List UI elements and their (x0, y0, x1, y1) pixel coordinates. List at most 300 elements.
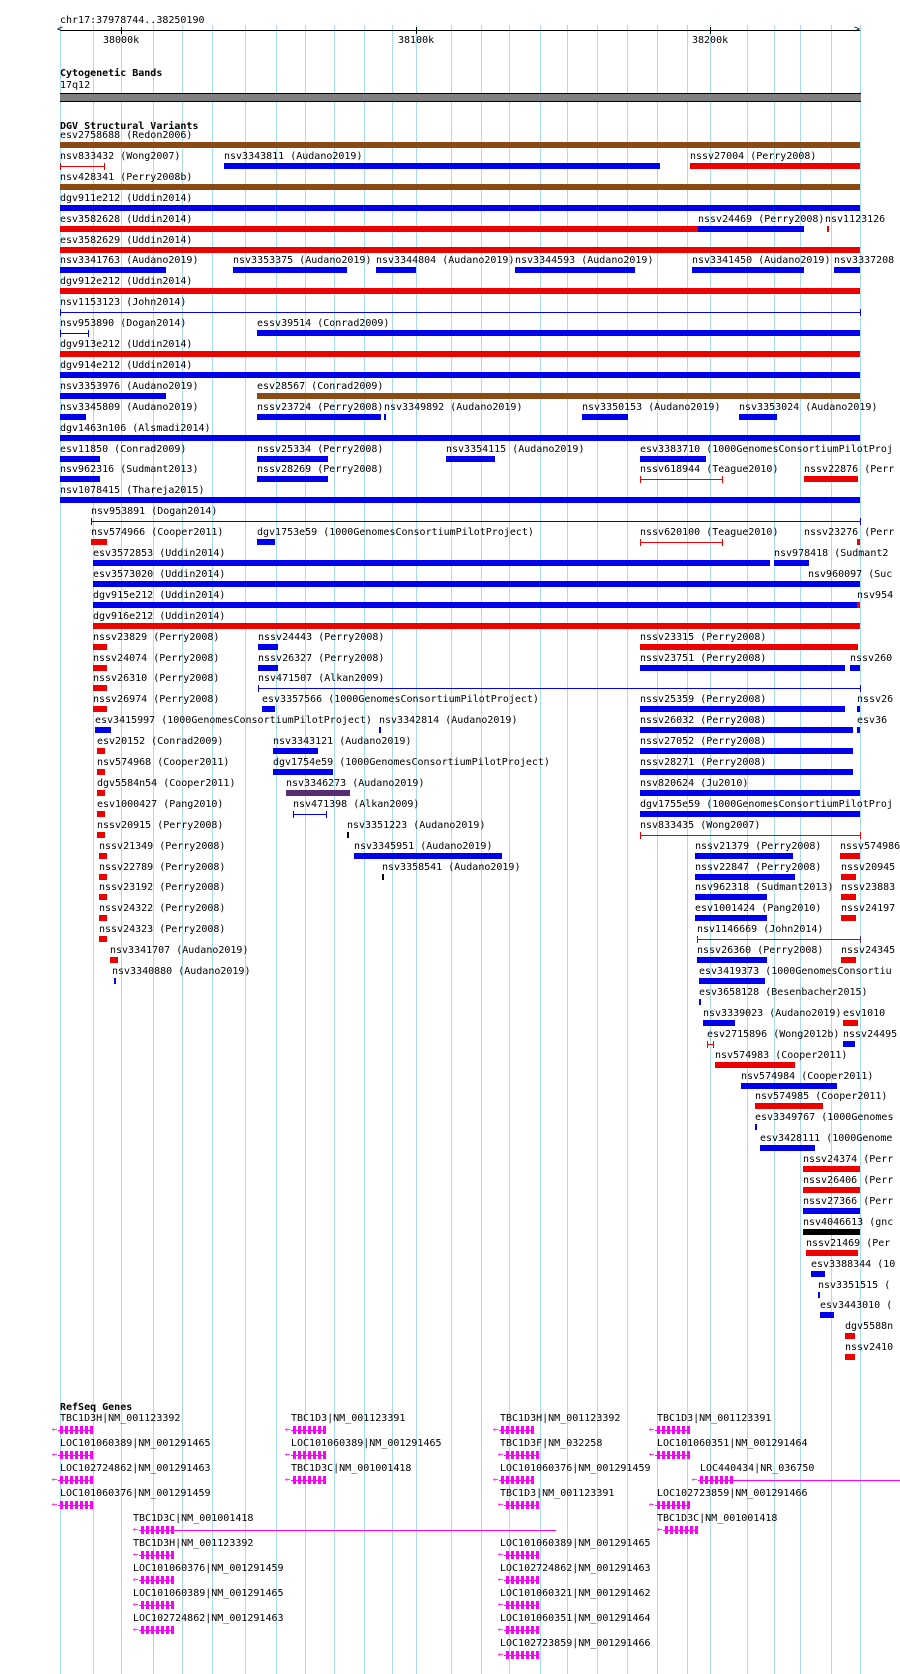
variant-label[interactable]: nssv24443 (Perry2008) (258, 632, 385, 643)
gene-model[interactable] (498, 1501, 538, 1509)
variant-bar[interactable] (640, 835, 860, 836)
gene-model[interactable] (657, 1526, 697, 1534)
variant-label[interactable]: nsv3351223 (Audano2019) (347, 820, 486, 831)
variant-label[interactable]: nsv3340880 (Audano2019) (112, 966, 251, 977)
variant-bar[interactable] (60, 312, 860, 313)
gene-label[interactable]: TBC1D3H|NM_001123392 (500, 1413, 621, 1424)
variant-label[interactable]: nsv574968 (Cooper2011) (97, 757, 230, 768)
variant-label[interactable]: nsv953890 (Dogan2014) (60, 318, 187, 329)
variant-bar[interactable] (60, 226, 698, 232)
variant-label[interactable]: nsv3350153 (Audano2019) (582, 402, 721, 413)
variant-label[interactable]: nssv25334 (Perry2008) (257, 444, 384, 455)
variant-label[interactable]: dgv5584n54 (Cooper2011) (97, 778, 236, 789)
variant-label[interactable]: nssv21469 (Per (806, 1238, 891, 1249)
variant-bar[interactable] (60, 372, 860, 378)
gene-label[interactable]: LOC101060351|NM_001291464 (500, 1613, 651, 1624)
variant-bar[interactable] (703, 1020, 735, 1026)
variant-label[interactable]: esv28567 (Conrad2009) (257, 381, 384, 392)
variant-bar[interactable] (93, 644, 107, 650)
variant-label[interactable]: esv3582629 (Uddin2014) (60, 235, 193, 246)
variant-label[interactable]: nssv24495 (843, 1029, 898, 1040)
variant-label[interactable]: esv3573020 (Uddin2014) (93, 569, 226, 580)
variant-label[interactable]: nssv618944 (Teague2010) (640, 464, 779, 475)
gene-label[interactable]: LOC101060351|NM_001291464 (657, 1438, 808, 1449)
variant-bar[interactable] (640, 644, 858, 650)
variant-bar[interactable] (690, 163, 860, 169)
variant-label[interactable]: nssv24323 (Perry2008) (99, 924, 226, 935)
variant-bar[interactable] (257, 330, 860, 336)
variant-bar[interactable] (257, 539, 275, 545)
variant-bar[interactable] (834, 267, 860, 273)
gene-label[interactable]: TBC1D3|NM_001123391 (657, 1413, 772, 1424)
variant-label[interactable]: nssv23192 (Perry2008) (99, 882, 226, 893)
variant-bar[interactable] (582, 414, 628, 420)
variant-bar[interactable] (698, 226, 804, 232)
variant-bar[interactable] (760, 1145, 815, 1151)
variant-bar[interactable] (739, 414, 777, 420)
variant-bar[interactable] (845, 1354, 855, 1360)
variant-bar[interactable] (60, 476, 100, 482)
variant-label[interactable]: nssv24469 (Perry2008) (698, 214, 825, 225)
variant-label[interactable]: nsv3354115 (Audano2019) (446, 444, 585, 455)
variant-bar[interactable] (258, 644, 278, 650)
variant-label[interactable]: esv3357566 (1000GenomesConsortiumPilotProject) (262, 694, 539, 705)
gene-label[interactable]: LOC102724862|NM_001291463 (133, 1613, 284, 1624)
variant-bar[interactable] (91, 521, 860, 522)
variant-bar[interactable] (258, 688, 860, 689)
variant-bar[interactable] (99, 874, 107, 880)
variant-label[interactable]: nsv833435 (Wong2007) (640, 820, 761, 831)
variant-label[interactable]: nsv471507 (Alkan2009) (258, 673, 385, 684)
variant-label[interactable]: nssv23883 (841, 882, 896, 893)
variant-bar[interactable] (60, 414, 86, 420)
variant-bar[interactable] (804, 476, 858, 482)
variant-label[interactable]: nssv23751 (Perry2008) (640, 653, 767, 664)
variant-label[interactable]: dgv914e212 (Uddin2014) (60, 360, 193, 371)
variant-label[interactable]: nssv26327 (Perry2008) (258, 653, 385, 664)
variant-label[interactable]: nssv26406 (Perr (803, 1175, 894, 1186)
variant-bar[interactable] (224, 163, 660, 169)
variant-label[interactable]: esv3443010 ( (820, 1300, 893, 1311)
variant-bar[interactable] (640, 665, 845, 671)
variant-label[interactable]: nssv26032 (Perry2008) (640, 715, 767, 726)
gene-model[interactable] (285, 1426, 325, 1434)
gene-model[interactable] (498, 1651, 538, 1659)
variant-bar[interactable] (93, 581, 860, 587)
variant-bar[interactable] (257, 456, 328, 462)
variant-bar[interactable] (93, 623, 860, 629)
variant-label[interactable]: esv1000427 (Pang2010) (97, 799, 224, 810)
variant-bar[interactable] (699, 978, 765, 984)
variant-bar[interactable] (446, 456, 495, 462)
variant-bar[interactable] (841, 915, 856, 921)
variant-bar[interactable] (97, 832, 105, 838)
variant-label[interactable]: dgv1754e59 (1000GenomesConsortiumPilotProject) (273, 757, 550, 768)
variant-label[interactable]: esv2758688 (Redon2006) (60, 130, 193, 141)
variant-bar[interactable] (60, 435, 860, 441)
variant-label[interactable]: nsv3353024 (Audano2019) (739, 402, 878, 413)
gene-model[interactable] (498, 1626, 538, 1634)
variant-bar[interactable] (91, 539, 107, 545)
variant-label[interactable]: nsv3346273 (Audano2019) (286, 778, 425, 789)
variant-bar[interactable] (60, 205, 860, 211)
variant-label[interactable]: nsv978418 (Sudmant2 (774, 548, 889, 559)
variant-label[interactable]: esv3582628 (Uddin2014) (60, 214, 193, 225)
variant-bar[interactable] (774, 560, 809, 566)
variant-bar[interactable] (233, 267, 347, 273)
variant-bar[interactable] (93, 685, 107, 691)
variant-bar[interactable] (379, 727, 381, 733)
gene-model[interactable] (498, 1551, 538, 1559)
variant-bar[interactable] (60, 288, 860, 294)
variant-bar[interactable] (803, 1187, 860, 1193)
gene-label[interactable]: LOC101060376|NM_001291459 (133, 1563, 284, 1574)
variant-label[interactable]: nsv574984 (Cooper2011) (741, 1071, 874, 1082)
variant-label[interactable]: esv3415997 (1000GenomesConsortiumPilotProject) (95, 715, 372, 726)
gene-label[interactable]: LOC101060389|NM_001291465 (500, 1538, 651, 1549)
variant-label[interactable]: dgv915e212 (Uddin2014) (93, 590, 226, 601)
variant-bar[interactable] (60, 184, 860, 190)
gene-model[interactable] (52, 1476, 92, 1484)
gene-label[interactable]: LOC440434|NR_036750 (700, 1463, 815, 1474)
variant-bar[interactable] (293, 814, 326, 815)
variant-bar[interactable] (695, 874, 795, 880)
variant-bar[interactable] (850, 665, 860, 671)
variant-label[interactable]: nssv27004 (Perry2008) (690, 151, 817, 162)
gene-model[interactable] (493, 1476, 533, 1484)
variant-bar[interactable] (695, 915, 767, 921)
variant-label[interactable]: nsv3358541 (Audano2019) (382, 862, 521, 873)
variant-label[interactable]: nssv21379 (Perry2008) (695, 841, 822, 852)
gene-model[interactable] (52, 1501, 92, 1509)
variant-label[interactable]: nsv3341763 (Audano2019) (60, 255, 199, 266)
variant-label[interactable]: nsv3344804 (Audano2019) (376, 255, 515, 266)
variant-label[interactable]: nssv27052 (Perry2008) (640, 736, 767, 747)
variant-bar[interactable] (60, 456, 100, 462)
variant-label[interactable]: nsv574983 (Cooper2011) (715, 1050, 848, 1061)
variant-bar[interactable] (257, 393, 860, 399)
variant-label[interactable]: nsv428341 (Perry2008b) (60, 172, 193, 183)
gene-label[interactable]: TBC1D3H|NM_001123392 (60, 1413, 181, 1424)
gene-model[interactable] (649, 1426, 689, 1434)
gene-label[interactable]: LOC101060389|NM_001291465 (291, 1438, 442, 1449)
variant-label[interactable]: dgv911e212 (Uddin2014) (60, 193, 193, 204)
variant-bar[interactable] (715, 1062, 795, 1068)
variant-label[interactable]: nsv3345809 (Audano2019) (60, 402, 199, 413)
variant-label[interactable]: nssv26974 (Perry2008) (93, 694, 220, 705)
gene-model[interactable] (52, 1426, 92, 1434)
variant-label[interactable]: nssv22847 (Perry2008) (695, 862, 822, 873)
variant-bar[interactable] (257, 414, 381, 420)
variant-bar[interactable] (93, 602, 860, 608)
variant-label[interactable]: nssv23276 (Perr (804, 527, 895, 538)
variant-label[interactable]: nssv620100 (Teague2010) (640, 527, 779, 538)
variant-label[interactable]: essv39514 (Conrad2009) (257, 318, 390, 329)
variant-bar[interactable] (99, 894, 107, 900)
variant-label[interactable]: nssv23724 (Perry2008) (257, 402, 384, 413)
variant-bar[interactable] (93, 665, 107, 671)
variant-label[interactable]: dgv912e212 (Uddin2014) (60, 276, 193, 287)
variant-label[interactable]: nsv3343121 (Audano2019) (273, 736, 412, 747)
variant-bar[interactable] (93, 706, 107, 712)
variant-label[interactable]: nsv3349892 (Audano2019) (384, 402, 523, 413)
variant-label[interactable]: nsv953891 (Dogan2014) (91, 506, 218, 517)
variant-bar[interactable] (820, 1312, 834, 1318)
gene-label[interactable]: LOC101060376|NM_001291459 (500, 1463, 651, 1474)
variant-bar[interactable] (741, 1083, 837, 1089)
variant-bar[interactable] (60, 333, 88, 334)
variant-bar[interactable] (755, 1124, 757, 1130)
variant-bar[interactable] (640, 727, 853, 733)
variant-bar[interactable] (697, 939, 860, 940)
variant-label[interactable]: dgv5588n (845, 1321, 894, 1332)
variant-bar[interactable] (695, 894, 767, 900)
variant-bar[interactable] (60, 393, 166, 399)
variant-label[interactable]: nssv28269 (Perry2008) (257, 464, 384, 475)
variant-bar[interactable] (857, 539, 860, 545)
variant-label[interactable]: nsv574966 (Cooper2011) (91, 527, 224, 538)
variant-label[interactable]: nssv24197 (841, 903, 896, 914)
variant-label[interactable]: esv3388344 (10 (811, 1259, 896, 1270)
gene-model[interactable] (498, 1451, 538, 1459)
variant-bar[interactable] (697, 957, 767, 963)
scroll-left-arrow-icon[interactable]: < (57, 24, 64, 35)
variant-bar[interactable] (808, 581, 860, 587)
variant-label[interactable]: nssv260 (850, 653, 893, 664)
gene-model[interactable] (133, 1626, 173, 1634)
gene-label[interactable]: LOC101060321|NM_001291462 (500, 1588, 651, 1599)
variant-label[interactable]: nsv1146669 (John2014) (697, 924, 824, 935)
variant-bar[interactable] (811, 1271, 825, 1277)
variant-bar[interactable] (841, 894, 856, 900)
variant-bar[interactable] (97, 748, 105, 754)
variant-bar[interactable] (97, 790, 105, 796)
variant-label[interactable]: nssv25359 (Perry2008) (640, 694, 767, 705)
gene-label[interactable]: LOC101060389|NM_001291465 (60, 1438, 211, 1449)
variant-bar[interactable] (515, 267, 635, 273)
gene-model[interactable] (133, 1551, 173, 1559)
variant-bar[interactable] (60, 247, 860, 253)
variant-label[interactable]: nssv21349 (Perry2008) (99, 841, 226, 852)
variant-label[interactable]: nssv24322 (Perry2008) (99, 903, 226, 914)
variant-label[interactable]: nssv26 (857, 694, 894, 705)
variant-bar[interactable] (60, 351, 860, 357)
variant-label[interactable]: dgv1463n106 (Alsmadi2014) (60, 423, 211, 434)
variant-label[interactable]: nsv3339023 (Audano2019) (703, 1008, 842, 1019)
gene-model[interactable] (133, 1526, 163, 1534)
gene-model[interactable] (52, 1451, 92, 1459)
variant-label[interactable]: nssv22876 (Perr (804, 464, 895, 475)
variant-bar[interactable] (803, 1166, 860, 1172)
variant-label[interactable]: nssv27366 (Perr (803, 1196, 894, 1207)
gene-model[interactable] (285, 1476, 325, 1484)
variant-label[interactable]: esv3349767 (1000Genomes (755, 1112, 894, 1123)
variant-bar[interactable] (755, 1103, 823, 1109)
gene-label[interactable]: TBC1D3H|NM_001123392 (133, 1538, 254, 1549)
variant-bar[interactable] (857, 706, 860, 712)
variant-label[interactable]: esv3419373 (1000GenomesConsortiu (699, 966, 892, 977)
variant-bar[interactable] (803, 1229, 860, 1235)
variant-label[interactable]: nssv23315 (Perry2008) (640, 632, 767, 643)
variant-label[interactable]: nssv24345 (841, 945, 896, 956)
variant-label[interactable]: nsv3351515 ( (818, 1280, 891, 1291)
gene-label[interactable]: TBC1D3C|NM_001001418 (291, 1463, 412, 1474)
gene-label[interactable]: LOC101060376|NM_001291459 (60, 1488, 211, 1499)
gene-model[interactable] (649, 1451, 689, 1459)
variant-label[interactable]: nssv574986 (840, 841, 900, 852)
variant-bar[interactable] (841, 957, 856, 963)
variant-label[interactable]: nsv1153123 (John2014) (60, 297, 187, 308)
variant-bar[interactable] (803, 1208, 860, 1214)
variant-bar[interactable] (857, 602, 860, 608)
scroll-right-arrow-icon[interactable]: > (854, 24, 861, 35)
variant-label[interactable]: nssv20945 (841, 862, 896, 873)
variant-label[interactable]: esv36 (857, 715, 888, 726)
variant-bar[interactable] (97, 769, 105, 775)
gene-label[interactable]: TBC1D3C|NM_001001418 (657, 1513, 778, 1524)
variant-bar[interactable] (376, 267, 416, 273)
variant-label[interactable]: nsv1123126 (825, 214, 886, 225)
gene-label[interactable]: LOC101060389|NM_001291465 (133, 1588, 284, 1599)
gene-model[interactable] (692, 1476, 732, 1484)
variant-bar[interactable] (640, 811, 860, 817)
cytoband-bar[interactable] (60, 93, 861, 102)
variant-bar[interactable] (692, 267, 804, 273)
gene-label[interactable]: TBC1D3|NM_001123391 (291, 1413, 406, 1424)
variant-bar[interactable] (640, 542, 722, 543)
gene-label[interactable]: TBC1D3|NM_001123391 (500, 1488, 615, 1499)
gene-model[interactable] (285, 1451, 325, 1459)
gene-label[interactable]: LOC102723859|NM_001291466 (657, 1488, 808, 1499)
variant-bar[interactable] (60, 166, 104, 167)
variant-label[interactable]: nsv574985 (Cooper2011) (755, 1091, 888, 1102)
variant-bar[interactable] (840, 853, 860, 859)
gene-model[interactable] (498, 1576, 538, 1584)
gene-model[interactable] (649, 1501, 689, 1509)
variant-label[interactable]: nssv2410 (845, 1342, 894, 1353)
variant-bar[interactable] (60, 142, 860, 148)
variant-bar[interactable] (640, 479, 722, 480)
variant-bar[interactable] (843, 1020, 858, 1026)
variant-label[interactable]: nsv3341707 (Audano2019) (110, 945, 249, 956)
variant-bar[interactable] (262, 706, 275, 712)
gene-label[interactable]: LOC102724862|NM_001291463 (60, 1463, 211, 1474)
variant-label[interactable]: esv1001424 (Pang2010) (695, 903, 822, 914)
variant-label[interactable]: nssv26360 (Perry2008) (697, 945, 824, 956)
variant-label[interactable]: esv3658128 (Besenbacher2015) (699, 987, 868, 998)
variant-bar[interactable] (97, 811, 105, 817)
variant-bar[interactable] (382, 874, 384, 880)
variant-bar[interactable] (384, 414, 386, 420)
variant-label[interactable]: nssv20915 (Perry2008) (97, 820, 224, 831)
variant-bar[interactable] (99, 936, 107, 942)
variant-label[interactable]: dgv1755e59 (1000GenomesConsortiumPilotProj (640, 799, 893, 810)
variant-label[interactable]: esv3572853 (Uddin2014) (93, 548, 226, 559)
variant-bar[interactable] (699, 999, 701, 1005)
variant-label[interactable]: nssv24374 (Perr (803, 1154, 894, 1165)
variant-bar[interactable] (843, 1041, 855, 1047)
variant-label[interactable]: nsv3344593 (Audano2019) (515, 255, 654, 266)
gene-label[interactable]: TBC1D3F|NM_032258 (500, 1438, 603, 1449)
variant-bar[interactable] (60, 267, 166, 273)
variant-bar[interactable] (257, 476, 328, 482)
variant-bar[interactable] (273, 769, 333, 775)
variant-bar[interactable] (60, 497, 860, 503)
variant-label[interactable]: nsv960097 (Suc (808, 569, 893, 580)
variant-bar[interactable] (354, 853, 502, 859)
variant-label[interactable]: nsv3337208 (834, 255, 895, 266)
gene-model[interactable] (133, 1601, 173, 1609)
variant-label[interactable]: nsv3345951 (Audano2019) (354, 841, 493, 852)
variant-bar[interactable] (818, 1292, 820, 1298)
variant-bar[interactable] (640, 456, 706, 462)
variant-bar[interactable] (841, 874, 856, 880)
variant-label[interactable]: nssv26310 (Perry2008) (93, 673, 220, 684)
variant-bar[interactable] (95, 727, 111, 733)
gene-model[interactable] (498, 1601, 538, 1609)
variant-label[interactable]: dgv913e212 (Uddin2014) (60, 339, 193, 350)
variant-label[interactable]: esv20152 (Conrad2009) (97, 736, 224, 747)
gene-label[interactable]: TBC1D3C|NM_001001418 (133, 1513, 254, 1524)
variant-label[interactable]: nsv833432 (Wong2007) (60, 151, 181, 162)
variant-bar[interactable] (99, 915, 107, 921)
variant-label[interactable]: dgv1753e59 (1000GenomesConsortiumPilotProject) (257, 527, 534, 538)
variant-bar[interactable] (273, 748, 318, 754)
variant-bar[interactable] (347, 832, 349, 838)
variant-label[interactable]: nssv22789 (Perry2008) (99, 862, 226, 873)
variant-bar[interactable] (640, 769, 853, 775)
variant-label[interactable]: nsv962316 (Sudmant2013) (60, 464, 199, 475)
variant-bar[interactable] (640, 748, 853, 754)
variant-label[interactable]: nsv962318 (Sudmant2013) (695, 882, 834, 893)
variant-label[interactable]: esv2715896 (Wong2012b) (707, 1029, 840, 1040)
variant-label[interactable]: nsv3353375 (Audano2019) (233, 255, 372, 266)
variant-label[interactable]: esv1010 (843, 1008, 886, 1019)
gene-label[interactable]: LOC102723859|NM_001291466 (500, 1638, 651, 1649)
variant-bar[interactable] (114, 978, 116, 984)
variant-bar[interactable] (827, 226, 829, 232)
gene-model[interactable] (133, 1576, 173, 1584)
variant-bar[interactable] (695, 853, 793, 859)
variant-bar[interactable] (707, 1044, 713, 1045)
variant-label[interactable]: nsv471398 (Alkan2009) (293, 799, 420, 810)
variant-label[interactable]: nsv4046613 (gnc (803, 1217, 894, 1228)
variant-bar[interactable] (806, 1250, 858, 1256)
variant-label[interactable]: nsv820624 (Ju2010) (640, 778, 749, 789)
variant-label[interactable]: nsv3343811 (Audano2019) (224, 151, 363, 162)
gene-label[interactable]: LOC102724862|NM_001291463 (500, 1563, 651, 1574)
variant-bar[interactable] (258, 665, 278, 671)
variant-label[interactable]: esv3383710 (1000GenomesConsortiumPilotProj (640, 444, 893, 455)
variant-bar[interactable] (99, 853, 107, 859)
variant-bar[interactable] (857, 727, 860, 733)
variant-bar[interactable] (640, 790, 860, 796)
variant-bar[interactable] (286, 790, 350, 796)
variant-label[interactable]: nsv3342814 (Audano2019) (379, 715, 518, 726)
gene-model[interactable] (493, 1426, 533, 1434)
variant-bar[interactable] (640, 706, 845, 712)
variant-label[interactable]: nssv24074 (Perry2008) (93, 653, 220, 664)
variant-label[interactable]: nssv23829 (Perry2008) (93, 632, 220, 643)
variant-label[interactable]: nsv3353976 (Audano2019) (60, 381, 199, 392)
variant-label[interactable]: nsv954 (857, 590, 894, 601)
variant-label[interactable]: nsv3341450 (Audano2019) (692, 255, 831, 266)
variant-label[interactable]: nsv1078415 (Thareja2015) (60, 485, 205, 496)
variant-bar[interactable] (93, 560, 770, 566)
variant-label[interactable]: esv3428111 (1000Genome (760, 1133, 893, 1144)
variant-label[interactable]: dgv916e212 (Uddin2014) (93, 611, 226, 622)
variant-label[interactable]: nssv28271 (Perry2008) (640, 757, 767, 768)
